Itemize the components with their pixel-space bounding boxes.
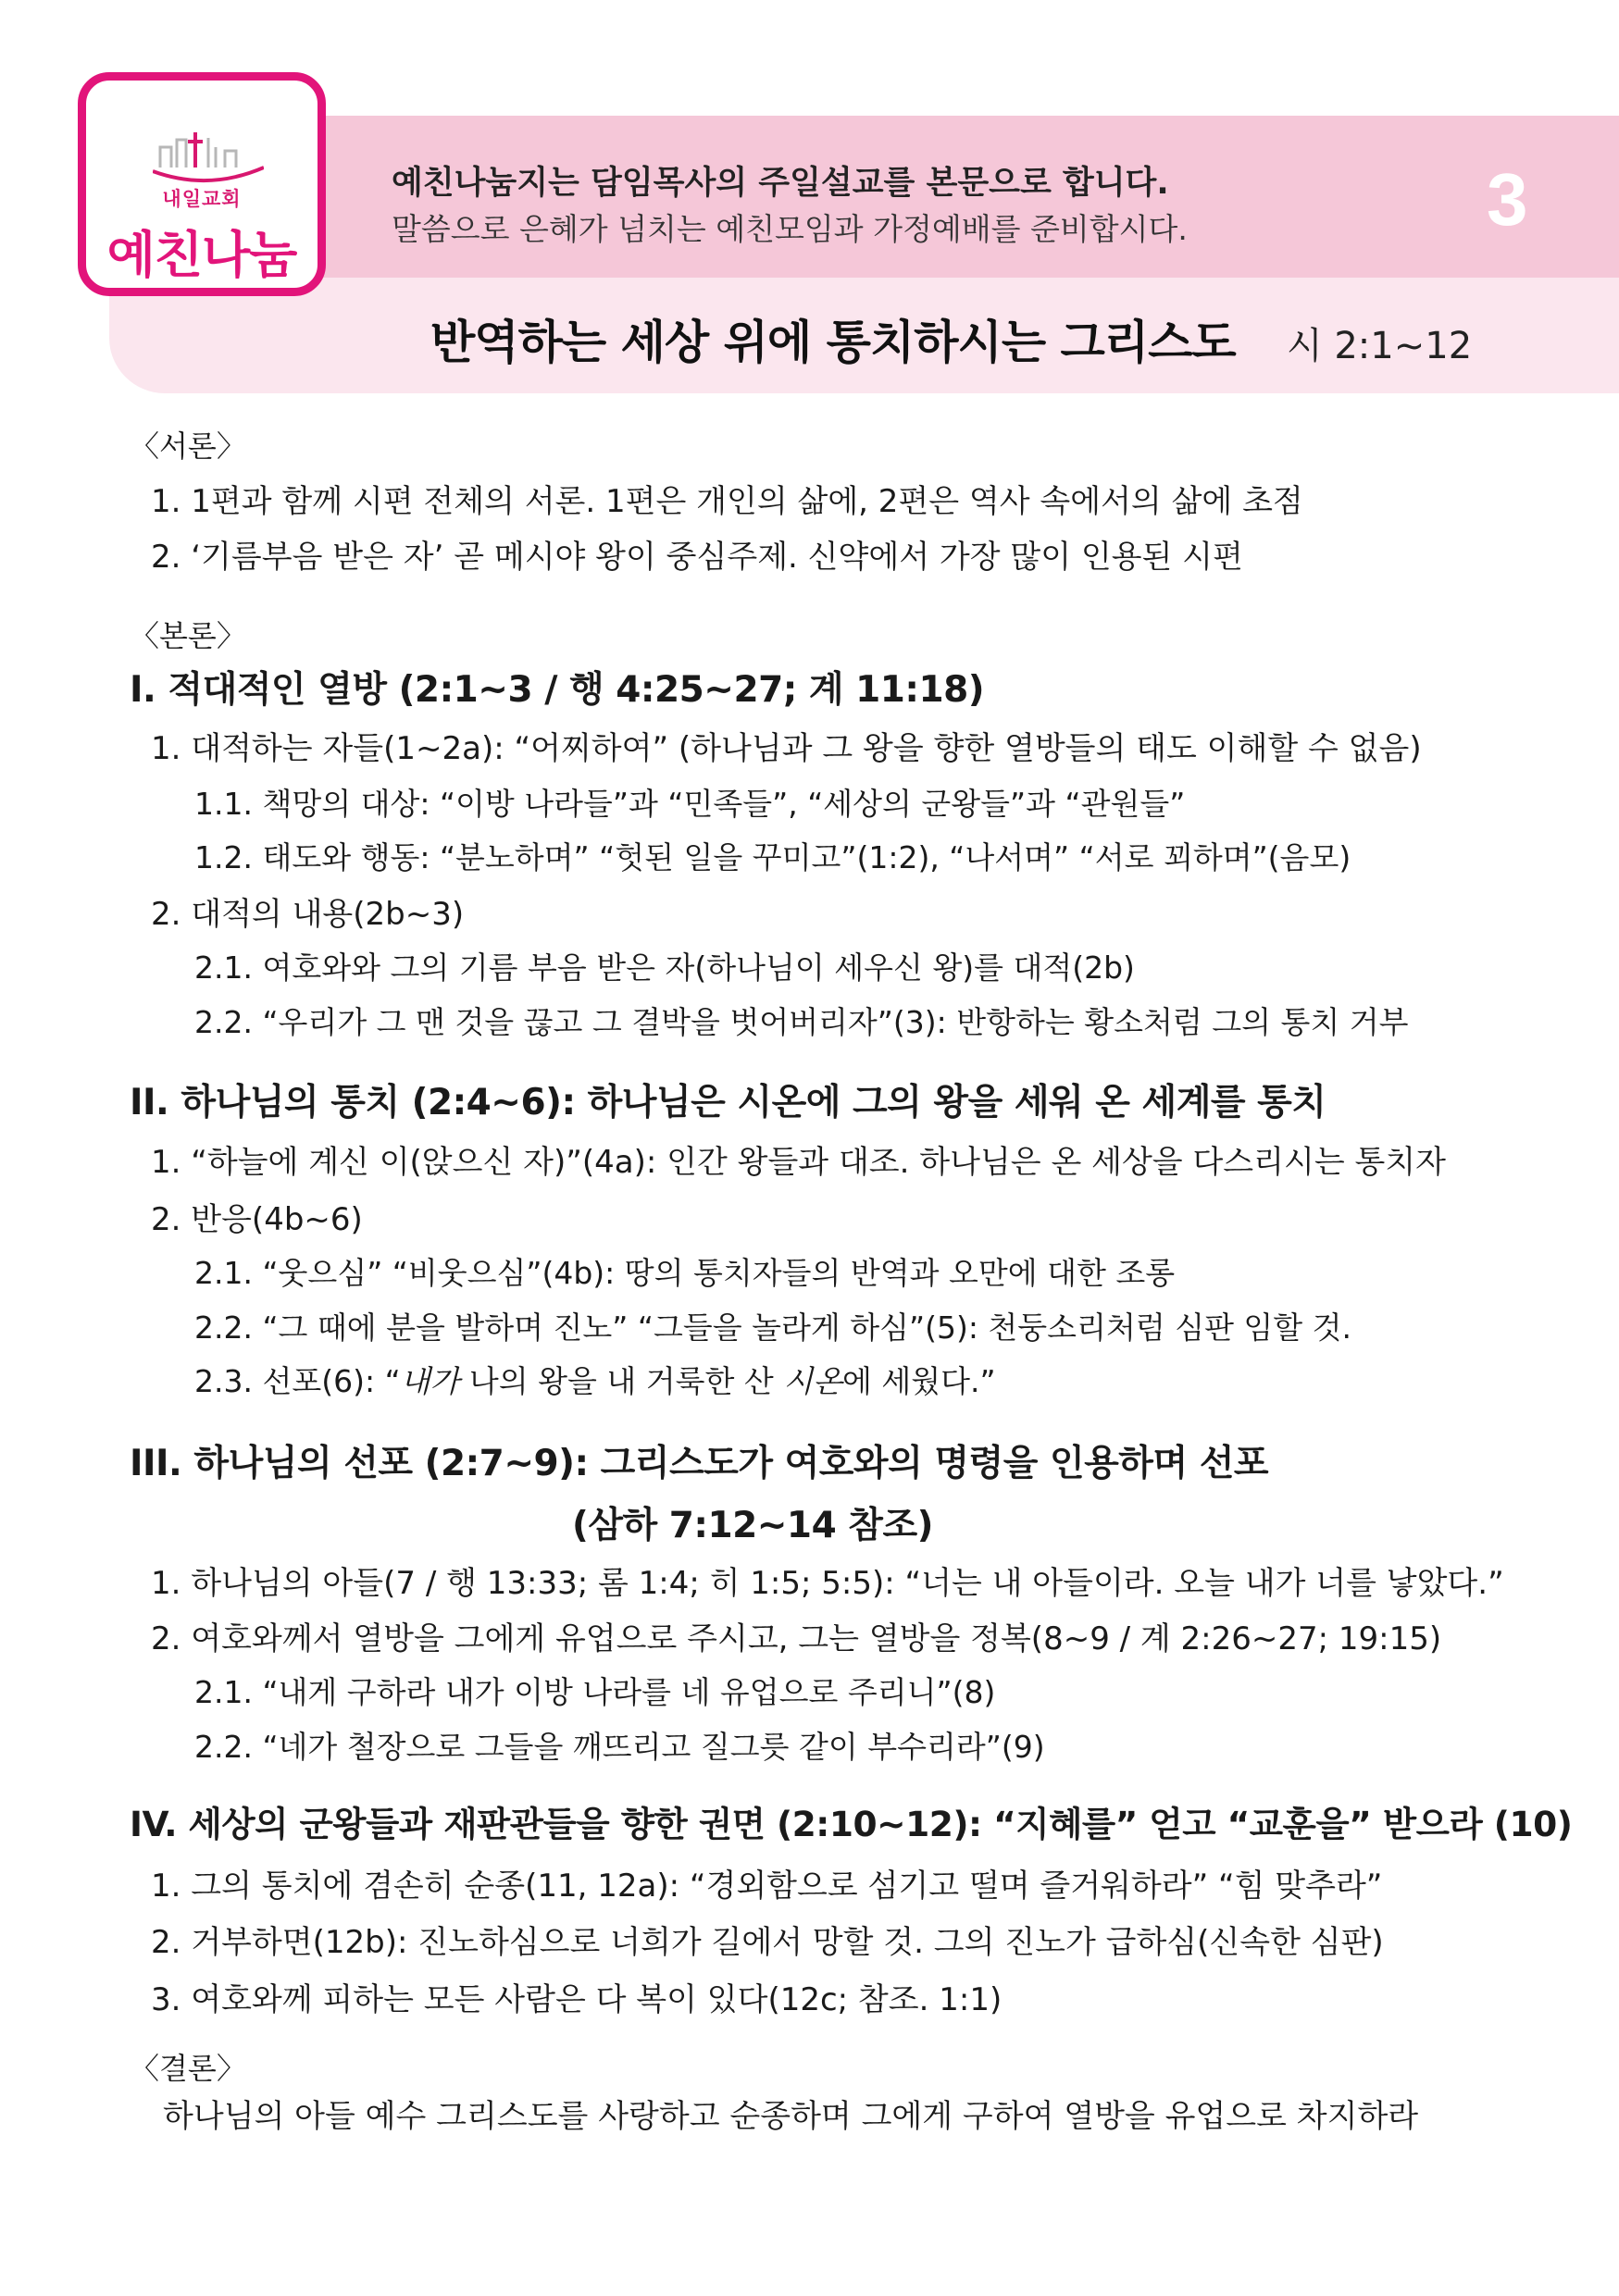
outline-subitem: 2.2. “그 때에 분을 발하며 진노” “그들을 놀라게 하심”(5): 천둥소리처럼 심판 임할 것. — [194, 1309, 1352, 1346]
intro-label: 〈서론〉 — [130, 428, 246, 464]
section-4-heading: IV. 세상의 군왕들과 재판관들을 향한 권면 (2:10~12): “지혜를” 얻고 “교훈을” 받으라 (10) — [130, 1804, 1573, 1844]
conclusion-label: 〈결론〉 — [130, 2051, 246, 2086]
outline-subitem: 2.2. “우리가 그 맨 것을 끊고 그 결박을 벗어버리자”(3): 반항하는 황소처럼 그의 통치 거부 — [194, 1004, 1409, 1040]
intro-item: 2. ‘기름부음 받은 자’ 곧 메시야 왕이 중심주제. 신약에서 가장 많이 인용된 시편 — [151, 539, 1243, 576]
proclamation-suffix: 에 세웠다.” — [842, 1363, 996, 1399]
outline-subitem: 2.2. “네가 철장으로 그들을 깨뜨리고 질그릇 같이 부수리라”(9) — [194, 1729, 1045, 1765]
outline-item: 2. 거부하면(12b): 진노하심으로 너희가 길에서 망할 것. 그의 진노가 급하심(신속한 심판) — [151, 1924, 1384, 1961]
outline-subitem — [194, 1358, 996, 1401]
outline-item: 2. 대적의 내용(2b~3) — [151, 896, 465, 933]
sermon-title: 반역하는 세상 위에 통치하시는 그리스도 — [430, 316, 1236, 369]
logo-church-name: 내일교회 — [162, 188, 242, 210]
outline-subitem: 2.1. 여호와와 그의 기름 부음 받은 자(하나님이 세우신 왕)를 대적(2b) — [194, 949, 1135, 986]
section-2-heading: II. 하나님의 통치 (2:4~6): 하나님은 시온에 그의 왕을 세워 온 세계를 통치 — [130, 1082, 1326, 1123]
intro-item: 1. 1편과 함께 시편 전체의 서론. 1편은 개인의 삶에, 2편은 역사 속에서의 삶에 초점 — [151, 483, 1303, 520]
church-logo — [78, 72, 326, 296]
outline-item: 1. 대적하는 자들(1~2a): “어찌하여” (하나님과 그 왕을 향한 열방들의 태도 이해할 수 없음) — [151, 730, 1422, 767]
outline-subitem: 1.2. 태도와 행동: “분노하며” “헛된 일을 꾸미고”(1:2), “나서며” “서로 꾀하며”(음모) — [194, 839, 1351, 875]
section-3-heading: III. 하나님의 선포 (2:7~9): 그리스도가 여호와의 명령을 인용하며 선포 — [130, 1443, 1269, 1484]
church-skyline-icon — [153, 119, 264, 193]
intro-line-2: 말씀으로 은혜가 넘치는 예친모임과 가정예배를 준비합시다. — [392, 211, 1188, 247]
scripture-reference: 시 2:1~12 — [1287, 325, 1473, 367]
emphasis-word: 내가 — [400, 1363, 460, 1399]
outline-item: 2. 반응(4b~6) — [151, 1201, 363, 1238]
section-1-heading: I. 적대적인 열방 (2:1~3 / 행 4:25~27; 계 11:18) — [130, 669, 985, 711]
conclusion-text: 하나님의 아들 예수 그리스도를 사랑하고 순종하며 그에게 구하여 열방을 유업으로 차지하라 — [163, 2098, 1419, 2135]
outline-subitem: 1.1. 책망의 대상: “이방 나라들”과 “민족들”, “세상의 군왕들”과 “관원들” — [194, 786, 1186, 822]
outline-item: 1. 하나님의 아들(7 / 행 13:33; 롬 1:4; 히 1:5; 5:5): “너는 내 아들이라. 오늘 내가 너를 낳았다.” — [151, 1565, 1504, 1602]
proclamation-middle: 나의 왕을 내 거룩한 산 — [459, 1363, 784, 1399]
outline-item: 2. 여호와께서 열방을 그에게 유업으로 주시고, 그는 열방을 정복(8~9 / 계 2:26~27; 19:15) — [151, 1620, 1442, 1657]
outline-subitem: 2.1. “내게 구하라 내가 이방 나라를 네 유업으로 주리니”(8) — [194, 1674, 996, 1710]
section-3-heading-reference: (삼하 7:12~14 참조) — [572, 1505, 933, 1546]
logo-title: 예친나눔 — [106, 226, 297, 284]
body-label: 〈본론〉 — [130, 618, 246, 653]
page-number: 3 — [1487, 158, 1528, 241]
outline-subitem: 2.1. “웃으심” “비웃으심”(4b): 땅의 통치자들의 반역과 오만에 대한 조롱 — [194, 1255, 1176, 1291]
intro-line-1: 예친나눔지는 담임목사의 주일설교를 본문으로 합니다. — [392, 165, 1169, 202]
outline-item: 1. 그의 통치에 겸손히 순종(11, 12a): “경외함으로 섬기고 떨며 즐거워하라” “힘 맞추라” — [151, 1868, 1383, 1905]
emphasis-word: 시온 — [783, 1363, 843, 1399]
outline-item: 1. “하늘에 계신 이(앉으신 자)”(4a): 인간 왕들과 대조. 하나님은 온 세상을 다스리시는 통치자 — [151, 1144, 1446, 1181]
proclamation-prefix: 2.3. 선포(6): “ — [194, 1363, 401, 1399]
outline-item: 3. 여호와께 피하는 모든 사람은 다 복이 있다(12c; 참조. 1:1) — [151, 1981, 1003, 2018]
